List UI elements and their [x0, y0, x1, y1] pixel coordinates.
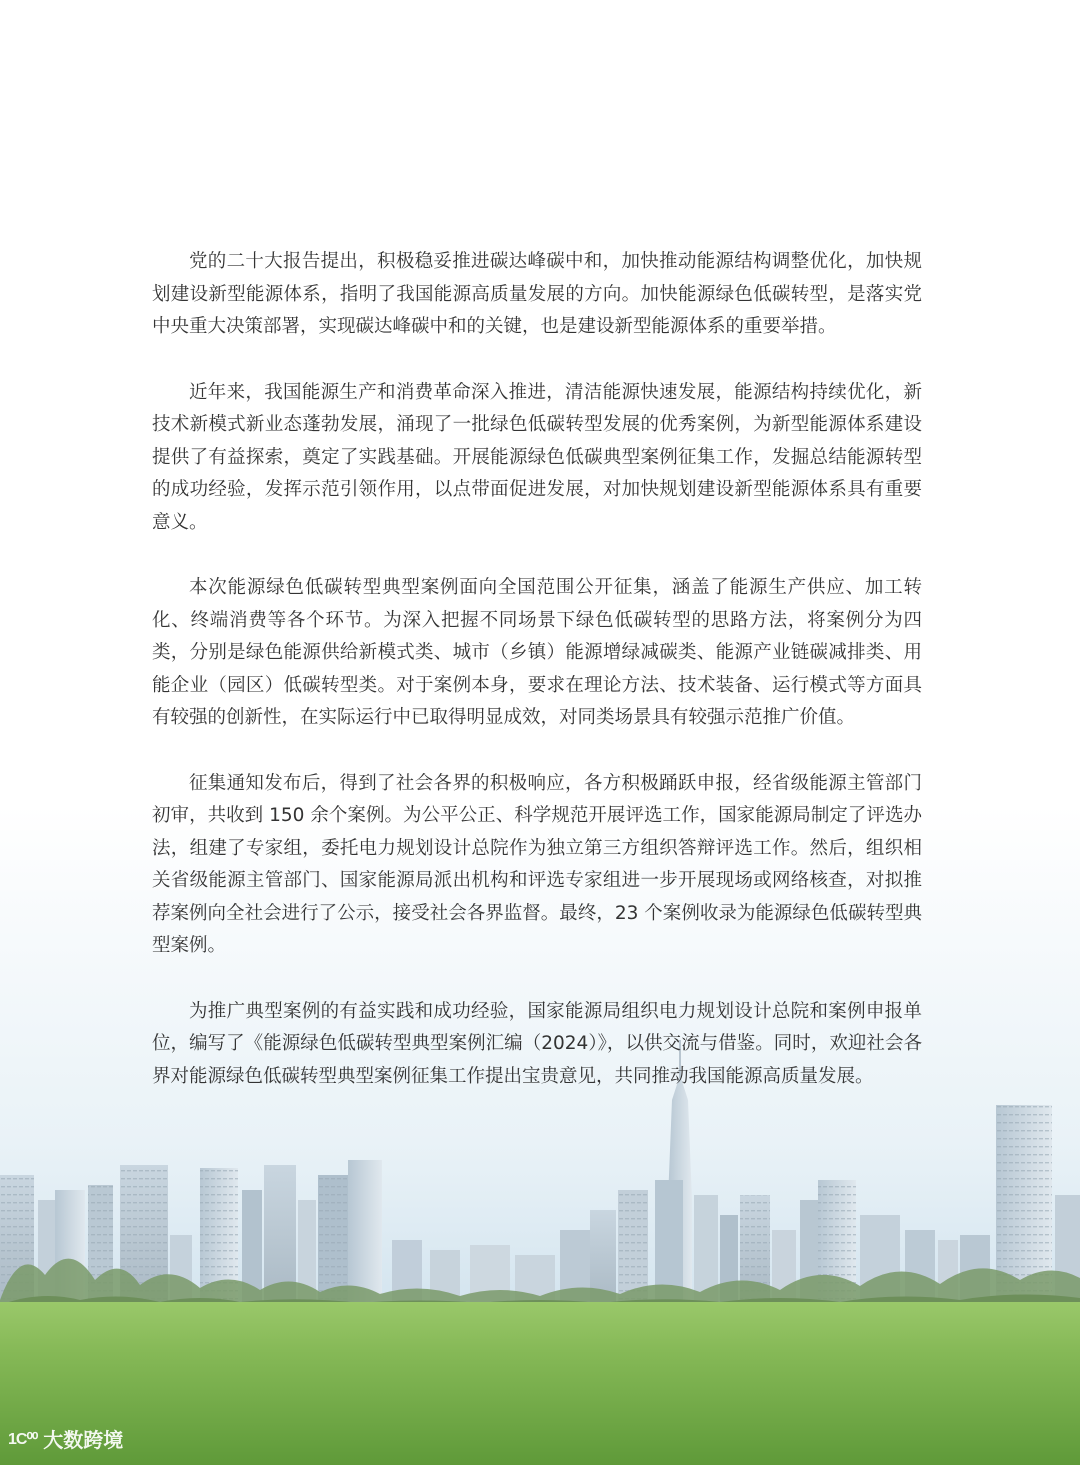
- paragraph-4: 征集通知发布后，得到了社会各界的积极响应，各方积极踊跃申报，经省级能源主管部门初审，共收到 150 余个案例。为公平公正、科学规范开展评选工作，国家能源局制定了评选办法，组建了专家组，委托电力规划设计总院作为独立第三方组织答辩评选工作。然后，组织相关省级能源主管部门、国家能源局派出机构和评选专家组进一步开展现场或网络核查，对拟推荐案例向全社会进行了公示，接受社会各界监督。最终，23 个案例收录为能源绿色低碳转型典型案例。: [152, 772, 922, 956]
- watermark-logo-icon: 1C⁰⁰: [8, 1430, 38, 1448]
- paragraph-2: 近年来，我国能源生产和消费革命深入推进，清洁能源快速发展，能源结构持续优化，新技术新模式新业态蓬勃发展，涌现了一批绿色低碳转型发展的优秀案例，为新型能源体系建设提供了有益探索，奠定了实践基础。开展能源绿色低碳典型案例征集工作，发掘总结能源转型的成功经验，发挥示范引领作用，以点带面促进发展，对加快规划建设新型能源体系具有重要意义。: [152, 381, 922, 533]
- watermark-label: 大数跨境: [43, 1430, 124, 1452]
- foreword-body: [152, 246, 922, 1126]
- paragraph-1: 党的二十大报告提出，积极稳妥推进碳达峰碳中和，加快推动能源结构调整优化，加快规划建设新型能源体系，指明了我国能源高质量发展的方向。加快能源绿色低碳转型，是落实党中央重大决策部署，实现碳达峰碳中和的关键，也是建设新型能源体系的重要举措。: [152, 251, 922, 337]
- grass-field: [0, 1302, 1080, 1465]
- paragraph-5: 为推广典型案例的有益实践和成功经验，国家能源局组织电力规划设计总院和案例申报单位，编写了《能源绿色低碳转型典型案例汇编（2024）》，以供交流与借鉴。同时，欢迎社会各界对能源绿色低碳转型典型案例征集工作提出宝贵意见，共同推动我国能源高质量发展。: [152, 1000, 922, 1087]
- watermark: [8, 1424, 123, 1453]
- paragraph-3: 本次能源绿色低碳转型典型案例面向全国范围公开征集，涵盖了能源生产供应、加工转化、终端消费等各个环节。为深入把握不同场景下绿色低碳转型的思路方法，将案例分为四类，分别是绿色能源供给新模式类、城市（乡镇）能源增绿减碳类、能源产业链碳减排类、用能企业（园区）低碳转型类。对于案例本身，要求在理论方法、技术装备、运行模式等方面具有较强的创新性，在实际运行中已取得明显成效，对同类场景具有较强示范推广价值。: [152, 577, 922, 728]
